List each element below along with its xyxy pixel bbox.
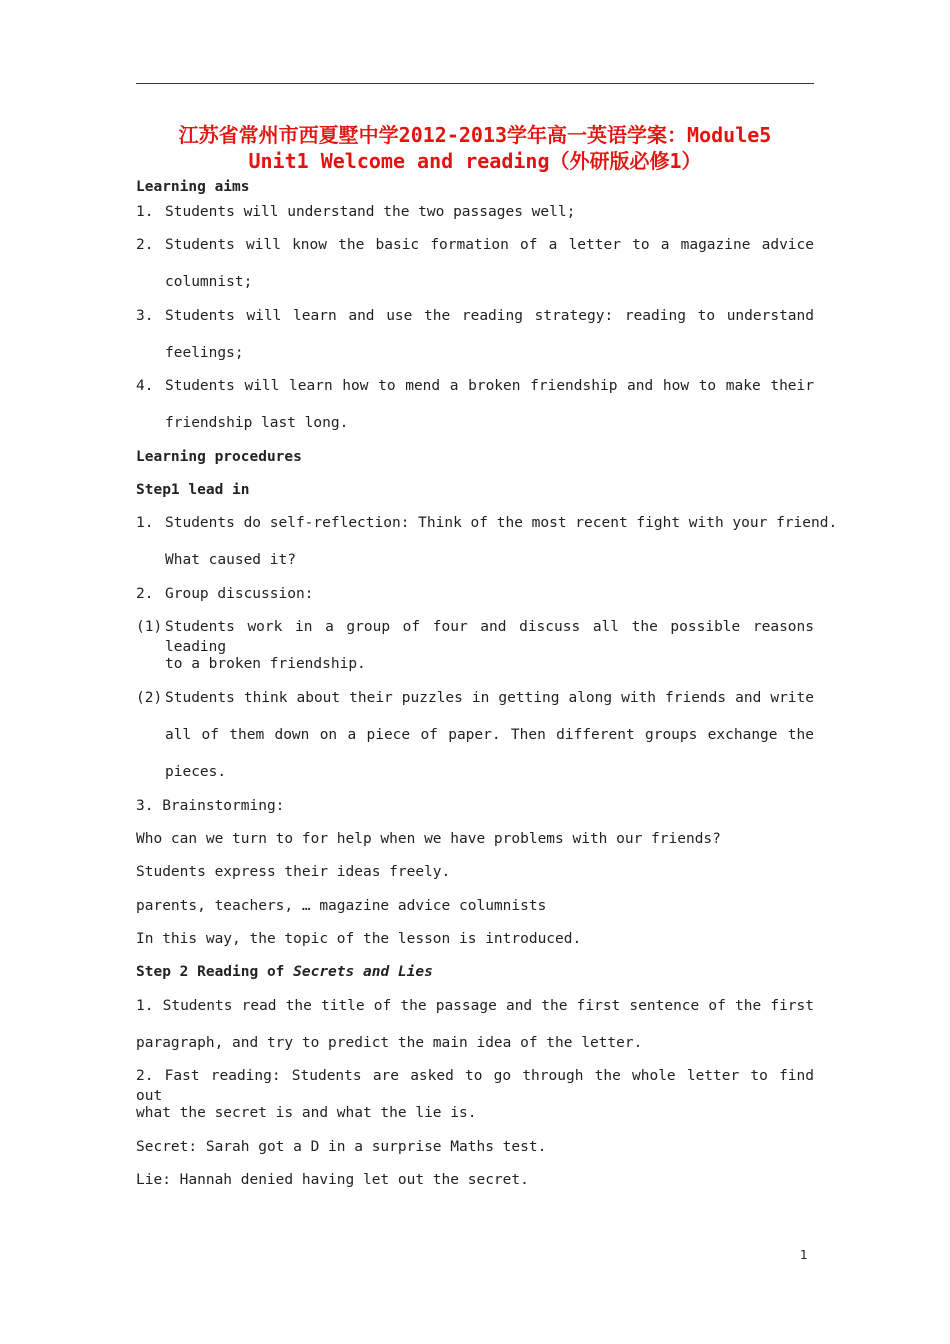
lie-line: Lie: Hannah denied having let out the secret. <box>136 1172 529 1188</box>
aim-4-num: 4. <box>136 378 154 394</box>
title-line-1: 江苏省常州市西夏墅中学2012-2013学年高一英语学案：Module5 <box>178 123 772 147</box>
step2-item-1-cont: paragraph, and try to predict the main idea of the letter. <box>136 1035 643 1051</box>
step1-item-2: Group discussion: <box>165 586 314 602</box>
title-line-2: Unit1 Welcome and reading（外研版必修1） <box>248 149 702 173</box>
aim-1-num: 1. <box>136 204 154 220</box>
step2-item-2: 2. Fast reading: Students are asked to go through the whole letter to find out <box>136 1068 814 1104</box>
procedures-heading: Learning procedures <box>136 449 302 465</box>
aim-4-text: Students will learn how to mend a broken friendship and how to make their <box>165 378 814 394</box>
step2-heading-prefix: Step 2 Reading of <box>136 964 294 980</box>
step2-heading <box>136 962 814 982</box>
brainstorm-question: Who can we turn to for help when we have problems with our friends? <box>136 831 721 847</box>
topic-intro: In this way, the topic of the lesson is introduced. <box>136 931 582 947</box>
sub-item-2-cont-1: all of them down on a piece of paper. Then different groups exchange the <box>165 727 814 743</box>
step2-heading-title: Secrets and Lies <box>293 964 433 980</box>
sub-item-1-cont: to a broken friendship. <box>165 656 366 672</box>
step1-item-3: 3. Brainstorming: <box>136 798 285 814</box>
aim-3-num: 3. <box>136 308 154 324</box>
brainstorm-express: Students express their ideas freely. <box>136 864 451 880</box>
brainstorm-answers: parents, teachers, … magazine advice columnists <box>136 898 547 914</box>
step1-item-2-num: 2. <box>136 586 154 602</box>
aim-1-text: Students will understand the two passages well; <box>165 204 576 220</box>
aim-2-text: Students will know the basic formation of a letter to a magazine advice <box>165 237 814 253</box>
sub-item-1-num: (1) <box>136 619 163 635</box>
aim-3-text: Students will learn and use the reading strategy: reading to understand <box>165 308 814 324</box>
step1-heading: Step1 lead in <box>136 482 250 498</box>
step1-item-1-cont: What caused it? <box>165 552 296 568</box>
page-number: 1 <box>800 1248 808 1262</box>
aim-4-cont: friendship last long. <box>165 415 349 431</box>
step2-item-2-cont: what the secret is and what the lie is. <box>136 1105 477 1121</box>
sub-item-1: Students work in a group of four and discuss all the possible reasons leading <box>165 619 814 655</box>
aim-2-cont: columnist; <box>165 274 253 290</box>
sub-item-2-num: (2) <box>136 690 163 706</box>
sub-item-2-cont-2: pieces. <box>165 764 227 780</box>
document-title <box>136 122 814 174</box>
step2-item-1: 1. Students read the title of the passage and the first sentence of the first <box>136 998 814 1014</box>
aim-3-cont: feelings; <box>165 345 244 361</box>
step1-item-1: Students do self-reflection: Think of the most recent fight with your friend. <box>165 515 838 531</box>
sub-item-2: Students think about their puzzles in getting along with friends and write <box>165 690 814 706</box>
aims-heading: Learning aims <box>136 179 250 195</box>
step1-item-1-num: 1. <box>136 515 154 531</box>
aim-2-num: 2. <box>136 237 154 253</box>
header-rule <box>136 83 814 84</box>
secret-line: Secret: Sarah got a D in a surprise Maths test. <box>136 1139 547 1155</box>
